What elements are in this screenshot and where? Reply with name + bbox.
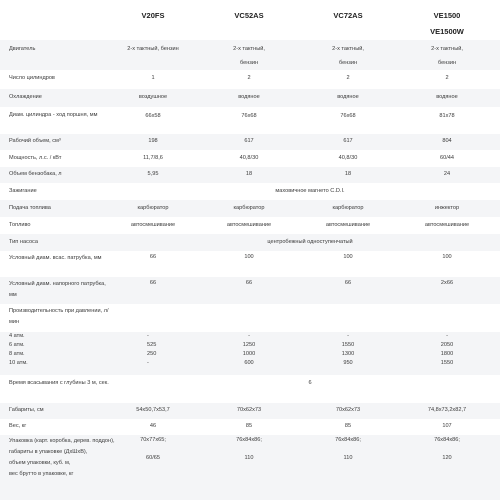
cell-v20fs: воздушное [138,94,168,100]
cell-vc52as: 66 [245,280,253,286]
table-row [0,403,500,419]
table-row [0,217,500,234]
cell-v20fs: 54x50,7x53,7 [136,407,170,413]
cell-vc52as: 100 [244,254,254,260]
cell-all-models: маховичное магнето C.D.I. [275,188,345,194]
table-row [0,304,500,332]
cell-v20fs: автосмешивание [130,222,176,228]
cell-vc72as: 70x62x73 [335,407,361,413]
cell-ve1500: водяное [436,94,458,100]
cell-vc72as: 66 [344,280,352,286]
cell-vc52as-line2: бензин [239,60,259,66]
cell-vc52as: 40,8/30 [239,155,259,161]
cell-v20fs: 2-х тактный, бензин [127,46,179,52]
row-label: Топливо [9,222,31,228]
column-header-vc72as: VC72AS [333,11,363,20]
cell-vc72as: 617 [343,138,353,144]
cell-vc52as: водяное [238,94,260,100]
table-row [0,167,500,183]
cell-ve1500: 76x84x86; 120 [434,437,460,461]
column-header-v20fs: V20FS [141,11,165,20]
cell-v20fs: 66 [149,254,157,260]
table-row [0,419,500,435]
cell-v20fs: 5,95 [147,171,159,177]
row-label: Тип насоса [9,239,38,245]
cell-vc72as: 2 [346,75,350,81]
row-label: Объем бензобака, л [9,171,62,177]
row-label: 4 атм. 6 атм. 8 атм. 10 атм. [9,333,28,366]
cell-vc52as: 2-х тактный, [233,46,265,52]
cell-ve1500: 74,8x73,2x82,7 [427,407,467,413]
row-label: Зажигание [9,188,37,194]
row-label: Условный диам. напорного патрубка, мм [9,281,106,298]
table-row [0,376,500,402]
cell-v20fs: 46 [149,423,157,429]
cell-vc52as: 76x84x86; 110 [236,437,262,461]
cell-v20fs: 1 [151,75,155,81]
row-label: Мощность, л.с. / кВт [9,155,62,161]
table-row [0,332,500,375]
cell-vc72as: водяное [337,94,359,100]
cell-vc52as: 2 [247,75,251,81]
cell-vc52as: - 1250 1000 600 [242,333,256,366]
row-label: Вес, кг [9,423,27,429]
column-header-ve1500: VE1500 [433,11,461,20]
table-row [0,234,500,251]
table-row [0,277,500,304]
table-row [0,134,500,150]
cell-vc72as: 100 [343,254,353,260]
cell-vc72as: - 1550 1300 950 [341,333,355,366]
cell-ve1500: 804 [442,138,452,144]
table-row [0,184,500,200]
cell-ve1500: 24 [443,171,451,177]
row-label: Рабочий объем, см³ [9,138,61,144]
cell-v20fs: - 525 250 - [147,333,157,366]
cell-ve1500: 2x66 [440,280,454,286]
cell-ve1500: 2 [445,75,449,81]
cell-vc72as: 18 [344,171,352,177]
row-label: Двигатель [9,46,36,52]
row-label: Условный диам. всас. патрубка, мм [9,255,102,261]
cell-vc72as: 76x68 [340,113,356,119]
row-label: Упаковка (карт. коробка, дерев. поддон), габариты в упаковке (ДxШxВ), объем упаковки, куб. м, вес брутто в упаковке, кг [9,438,115,477]
table-row [0,108,500,132]
row-label: Габариты, см [9,407,44,413]
row-label: Производительность при давлении, л/мин [9,308,109,325]
table-header [0,0,500,40]
cell-all-models: центробежный одноступенчатый [267,239,353,245]
cell-ve1500: 107 [442,423,452,429]
row-label: Охлаждение [9,94,42,100]
cell-vc72as: 85 [344,423,352,429]
table-row [0,72,500,86]
column-header-vc52as: VC52AS [234,11,264,20]
cell-vc52as: автосмешивание [226,222,272,228]
cell-ve1500: 2-х тактный, [431,46,463,52]
cell-ve1500: автосмешивание [424,222,470,228]
table-row [0,200,500,217]
cell-vc52as: 85 [245,423,253,429]
cell-vc72as-line2: бензин [338,60,358,66]
cell-v20fs: 66x58 [145,113,161,119]
cell-ve1500: 81x78 [439,113,455,119]
table-row [0,40,500,70]
row-label: Время всасывания с глубины 3 м, сек. [9,380,109,386]
cell-v20fs: 70x77x65; 60/65 [140,437,166,461]
cell-v20fs: карбюратор [137,205,169,211]
cell-vc72as: карбюратор [332,205,364,211]
cell-vc52as: карбюратор [233,205,265,211]
cell-ve1500: 60/44 [440,155,454,161]
cell-vc72as: 76x84x86; 110 [335,437,361,461]
cell-vc72as: 40,8/30 [338,155,358,161]
table-row [0,89,500,107]
cell-vc72as: 2-х тактный, [332,46,364,52]
row-label: Диам. цилиндра - ход поршня, мм [9,112,98,118]
cell-vc52as: 18 [245,171,253,177]
cell-vc52as: 617 [244,138,254,144]
table-row [0,151,500,167]
row-label: Число цилиндров [9,75,55,81]
cell-ve1500-line2: бензин [437,60,457,66]
table-row [0,435,500,500]
cell-v20fs: 11,7/8,6 [143,155,163,161]
cell-vc52as: 70x62x73 [236,407,262,413]
cell-all-models: 6 [308,380,312,386]
cell-vc72as: автосмешивание [325,222,371,228]
cell-v20fs: 198 [148,138,158,144]
table-row [0,251,500,277]
cell-ve1500: 100 [442,254,452,260]
cell-ve1500: инжектор [434,205,460,211]
cell-ve1500: - 2050 1800 1550 [440,333,454,366]
cell-v20fs: 66 [149,280,157,286]
row-label: Подача топлива [9,205,51,211]
cell-vc52as: 76x68 [241,113,257,119]
column-header-ve1500w: VE1500W [430,27,464,36]
